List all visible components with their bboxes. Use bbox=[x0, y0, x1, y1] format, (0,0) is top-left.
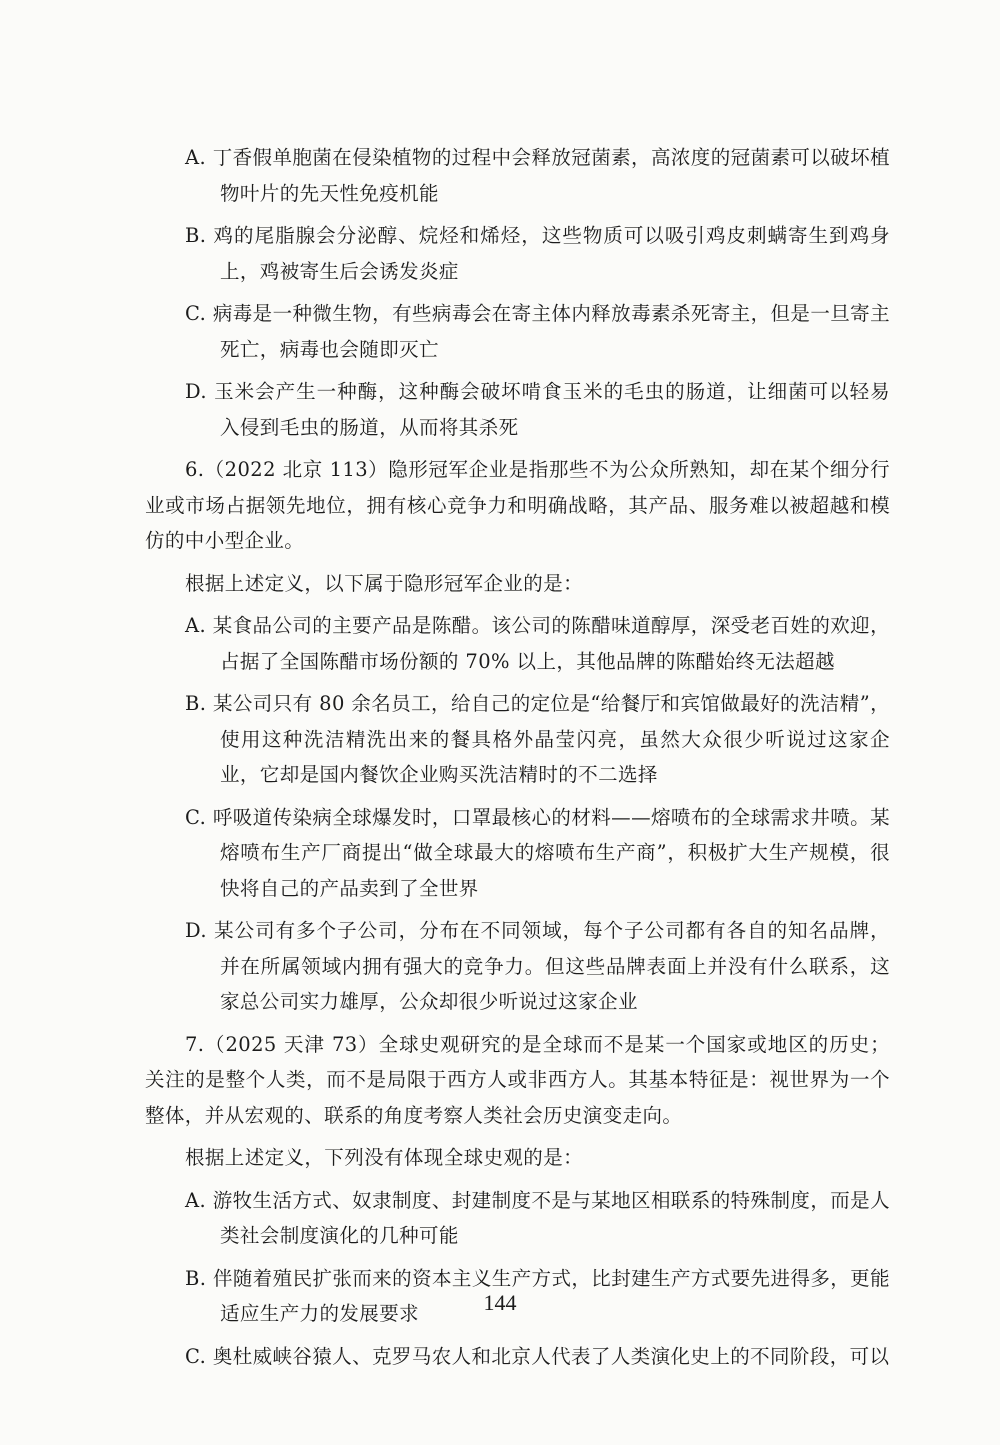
page-content bbox=[145, 140, 890, 1381]
q7-option-b: B. 伴随着殖民扩张而来的资本主义生产方式，比封建生产方式要先进得多，更能适应生产力的发展要求 bbox=[185, 1266, 890, 1325]
q5-option-b: B. 鸡的尾脂腺会分泌醇、烷烃和烯烃，这些物质可以吸引鸡皮刺螨寄生到鸡身上，鸡被寄生后会诱发炎症 bbox=[185, 224, 890, 283]
q5-option-d: D. 玉米会产生一种酶，这种酶会破坏啃食玉米的毛虫的肠道，让细菌可以轻易入侵到毛虫的肠道，从而将其杀死 bbox=[185, 380, 890, 439]
page-number: 144 bbox=[483, 1290, 517, 1315]
q7-option-c: C. 奥杜威峡谷猿人、克罗马农人和北京人代表了人类演化史上的不同阶段，可以 bbox=[185, 1344, 890, 1368]
q6-option-d: D. 某公司有多个子公司，分布在不同领域，每个子公司都有各自的知名品牌，并在所属领域内拥有强大的竞争力。但这些品牌表面上并没有什么联系，这家总公司实力雄厚，公众却很少听说过这家企业 bbox=[185, 919, 890, 1013]
q5-option-c: C. 病毒是一种微生物，有些病毒会在寄主体内释放毒素杀死寄主，但是一旦寄主死亡，病毒也会随即灭亡 bbox=[185, 302, 890, 361]
q6-option-b: B. 某公司只有 80 余名员工，给自己的定位是“给餐厅和宾馆做最好的洗洁精”，使用这种洗洁精洗出来的餐具格外晶莹闪亮，虽然大众很少听说过这家企业，它却是国内餐饮企业购买洗洁精时的不二选择 bbox=[185, 692, 891, 786]
q7-intro: 7.（2025 天津 73）全球史观研究的是全球而不是某一个国家或地区的历史；关注的是整个人类，而不是局限于西方人或非西方人。其基本特征是：视世界为一个整体，并从宏观的、联系的角度考察人类社会历史演变走向。 bbox=[145, 1032, 890, 1127]
q7-option-a: A. 游牧生活方式、奴隶制度、封建制度不是与某地区相联系的特殊制度，而是人类社会制度演化的几种可能 bbox=[185, 1188, 890, 1247]
q6-option-c: C. 呼吸道传染病全球爆发时，口罩最核心的材料——熔喷布的全球需求井喷。某熔喷布生产厂商提出“做全球最大的熔喷布生产商”，积极扩大生产规模，很快将自己的产品卖到了全世界 bbox=[185, 805, 890, 900]
q6-option-a: A. 某食品公司的主要产品是陈醋。该公司的陈醋味道醇厚，深受老百姓的欢迎，占据了全国陈醋市场份额的 70% 以上，其他品牌的陈醋始终无法超越 bbox=[185, 614, 890, 673]
q6-intro: 6.（2022 北京 113）隐形冠军企业是指那些不为公众所熟知，却在某个细分行业或市场占据领先地位，拥有核心竞争力和明确战略，其产品、服务难以被超越和模仿的中小型企业。 bbox=[145, 458, 890, 552]
q7-stem: 根据上述定义，下列没有体现全球史观的是： bbox=[185, 1146, 584, 1169]
q5-option-a: A. 丁香假单胞菌在侵染植物的过程中会释放冠菌素，高浓度的冠菌素可以破坏植物叶片的先天性免疫机能 bbox=[185, 146, 890, 205]
q6-stem: 根据上述定义，以下属于隐形冠军企业的是： bbox=[185, 571, 584, 595]
